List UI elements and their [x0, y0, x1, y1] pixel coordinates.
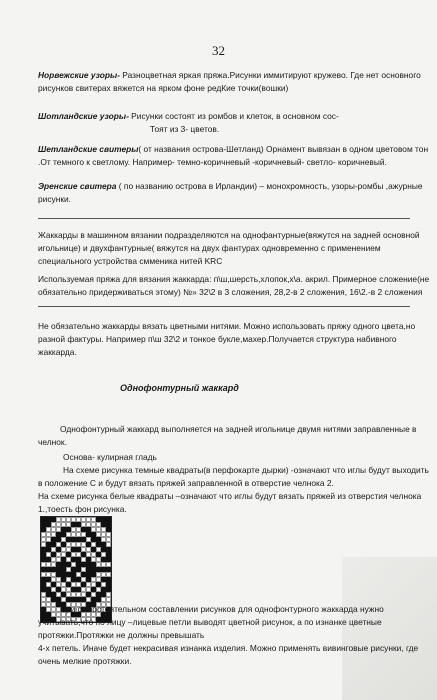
closing-line-3: протяжки.Протяжки не должны превышать — [38, 630, 205, 640]
shetland-patterns-term: Шотландские узоры- — [38, 111, 129, 121]
eren-line-1 — [38, 180, 423, 192]
norwegian-line-1 — [38, 69, 421, 81]
page-number: 32 — [212, 43, 225, 58]
shetland-sweaters-text-1: ( от названия острова-Шетланд) Орнамент вывязан в одном цветовом тон — [138, 144, 429, 154]
body-line-4: На схеме рисунка темные квадраты(в перфокарте дырки) -означают что иглы будут выходить — [63, 465, 429, 475]
body-line-6: На схеме рисунка белые квадраты –означают что иглы будут вязать пряжей из отверстия челнока — [38, 491, 422, 501]
body-line-1: Однофонтурный жаккард выполняется на задней игольнице двумя нитями заправленные в — [60, 424, 417, 434]
body-line-2: челнок. — [38, 437, 67, 447]
section-title: Однофонтурный жаккард — [120, 383, 239, 393]
shetland-sweaters-text-2: .От темного к светлому. Например- темно-коричневый -коричневый- светло- коричневый. — [38, 157, 387, 167]
divider-rule — [38, 218, 410, 219]
closing-line-1: При самостоятельном составлении рисунков для однофонтурного жаккарда нужно — [60, 604, 384, 614]
body-line-7: 1.,тоесть фон рисунка. — [38, 504, 127, 514]
shetland-sweaters-term: Шетландские свитеры — [38, 144, 139, 154]
norwegian-text-2: рисунков свитерах вяжется на ярком фоне редКие точки(вошки) — [38, 83, 289, 93]
eren-text-2: рисунки. — [38, 194, 72, 204]
divider-rule — [38, 306, 410, 307]
shetland-patterns-line-1 — [38, 110, 339, 122]
paragraph-2-line-1: Используемая пряжа для вязания жаккарда: п\ш,шерсть,хлопок,х\а. акрил. Примерное сложение(не — [38, 274, 430, 284]
norwegian-term: Норвежские узоры- — [38, 70, 120, 80]
eren-term: Эренские свитера — [38, 181, 117, 191]
shetland-sweaters-line-1 — [38, 143, 428, 155]
body-line-3: Основа- кулирная гладь — [63, 452, 157, 462]
paragraph-3-line-2: разной фактуры. Например п\ш 32\2 и тонкое букле,махер.Получается структура набивного — [38, 334, 397, 344]
paragraph-3-line-3: жаккарда. — [38, 347, 77, 357]
eren-text-1: ( по названию острова в Ирландии) – монохромность, узоры-ромбы ,ажурные — [116, 181, 423, 191]
shetland-patterns-text-1: Рисунки состоят из ромбов и клеток, в основном сос- — [128, 111, 339, 121]
closing-line-5: очень мелкие протяжки. — [38, 656, 132, 666]
paragraph-3-line-1: Не обязательно жаккарды вязать цветными нитями. Можно использовать пряжу одного цвета,но — [38, 321, 416, 331]
paragraph-1-line-1: Жаккарды в машинном вязании подразделяются на однофантурные(вяжутся на задней основной — [38, 230, 420, 240]
body-line-5: в положение С и будут вязать пряжей заправленной в отверстие челнока 2. — [38, 478, 334, 488]
norwegian-text-1: Разноцветная яркая пряжа.Рисунки иммитируют кружево. Где нет основного — [119, 70, 421, 80]
shetland-patterns-text-2: Тоят из 3- цветов. — [150, 124, 220, 134]
paragraph-1-line-3: специального устройства смменика нитей KRC — [38, 256, 223, 266]
paragraph-2-line-2: обязательно придерживаться этому) №» 32\2 в 3 сложения, 28,2-в 2 сложения, 16\2.-в 2 сложения — [38, 287, 423, 297]
closing-line-4: 4-х петель. Иначе будет некрасивая изнанка изделия. Можно применять вивинговые рисунки, где — [38, 643, 419, 653]
paragraph-1-line-2: игольнице) и двухфантурные( вяжутся на двух фантурах одновременно с применением — [38, 243, 381, 253]
closing-line-2: учитывать,что по лицу –лицевые петли выводят цветной рисунок, а по изнанке цветные — [38, 617, 382, 627]
page-shadow — [342, 557, 437, 700]
